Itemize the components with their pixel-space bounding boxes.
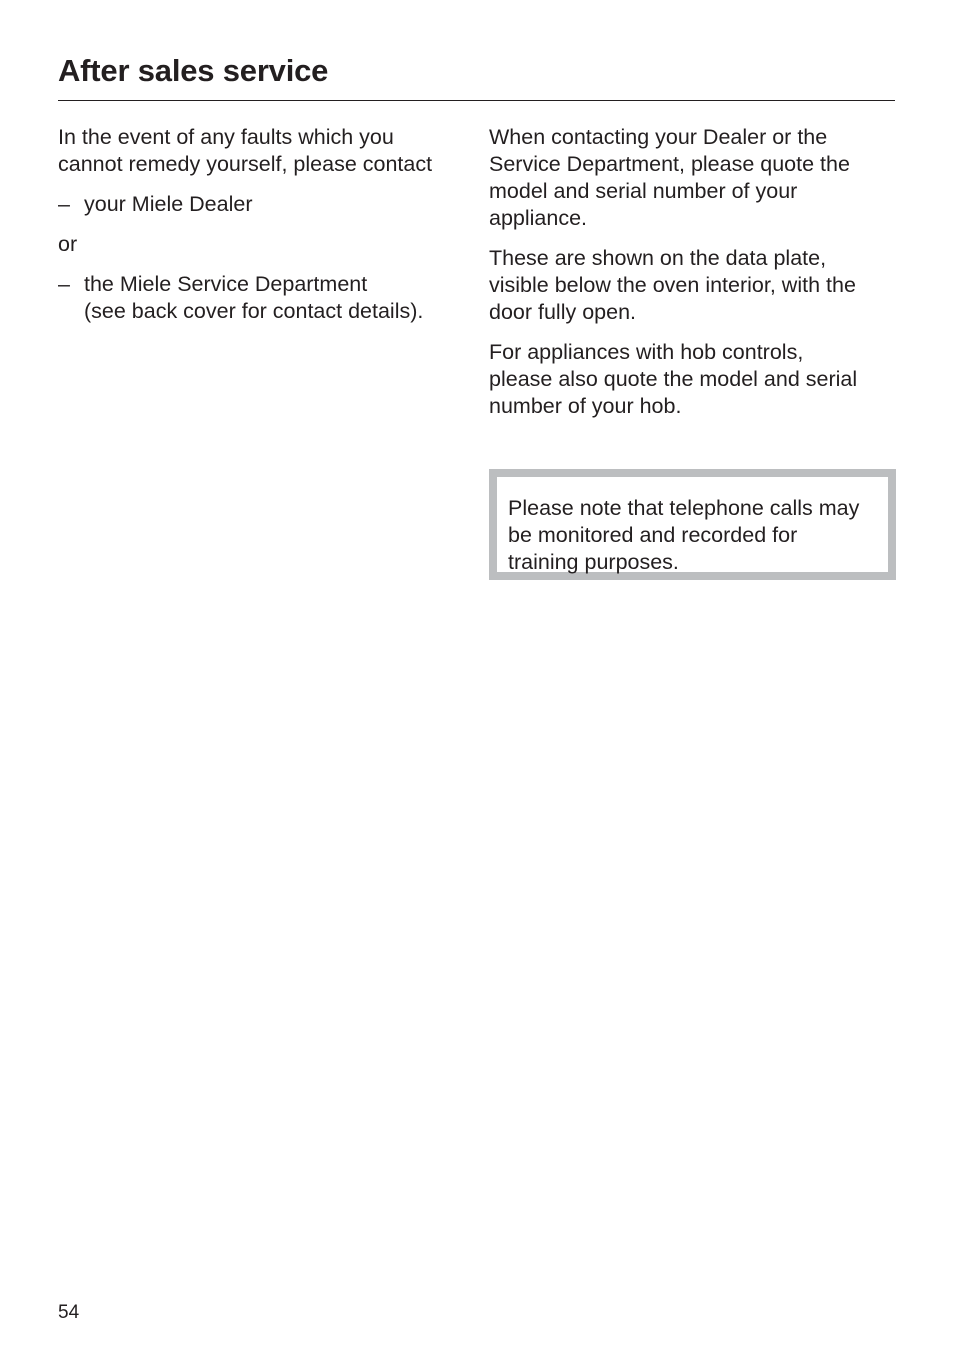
left-column bbox=[58, 124, 473, 338]
contact-option-dealer bbox=[58, 191, 473, 218]
right-column bbox=[489, 124, 899, 433]
intro-line: cannot remedy yourself, please contact bbox=[58, 152, 433, 176]
paragraph-line: These are shown on the data plate, bbox=[489, 246, 827, 270]
title-divider bbox=[58, 100, 895, 101]
connector-text: or bbox=[58, 232, 78, 256]
contact-option-label: the Miele Service Department bbox=[84, 272, 368, 296]
intro-paragraph bbox=[58, 124, 473, 178]
paragraph-line: When contacting your Dealer or the bbox=[489, 125, 828, 149]
paragraph-line: model and serial number of your bbox=[489, 179, 798, 203]
note-line: training purposes. bbox=[508, 550, 679, 574]
contact-option-service-department bbox=[58, 271, 473, 325]
note-text bbox=[508, 495, 884, 576]
note-line: be monitored and recorded for bbox=[508, 523, 798, 547]
paragraph-line: visible below the oven interior, with the bbox=[489, 273, 856, 297]
page-number: 54 bbox=[58, 1302, 80, 1323]
paragraph-line: door fully open. bbox=[489, 300, 637, 324]
telephone-note-box bbox=[489, 469, 896, 580]
paragraph-line: appliance. bbox=[489, 206, 588, 230]
page-title: After sales service bbox=[58, 53, 329, 88]
paragraph-line: For appliances with hob controls, bbox=[489, 340, 804, 364]
intro-line: In the event of any faults which you bbox=[58, 125, 394, 149]
dash-bullet: – bbox=[58, 272, 70, 296]
contact-option-label: (see back cover for contact details). bbox=[84, 299, 424, 323]
paragraph-line: please also quote the model and serial bbox=[489, 367, 858, 391]
data-plate-paragraph bbox=[489, 245, 899, 326]
hob-controls-paragraph bbox=[489, 339, 899, 420]
contact-option-label: your Miele Dealer bbox=[84, 192, 253, 216]
paragraph-line: number of your hob. bbox=[489, 394, 682, 418]
quote-model-paragraph bbox=[489, 124, 899, 232]
note-line: Please note that telephone calls may bbox=[508, 496, 860, 520]
paragraph-line: Service Department, please quote the bbox=[489, 152, 850, 176]
dash-bullet: – bbox=[58, 192, 70, 216]
